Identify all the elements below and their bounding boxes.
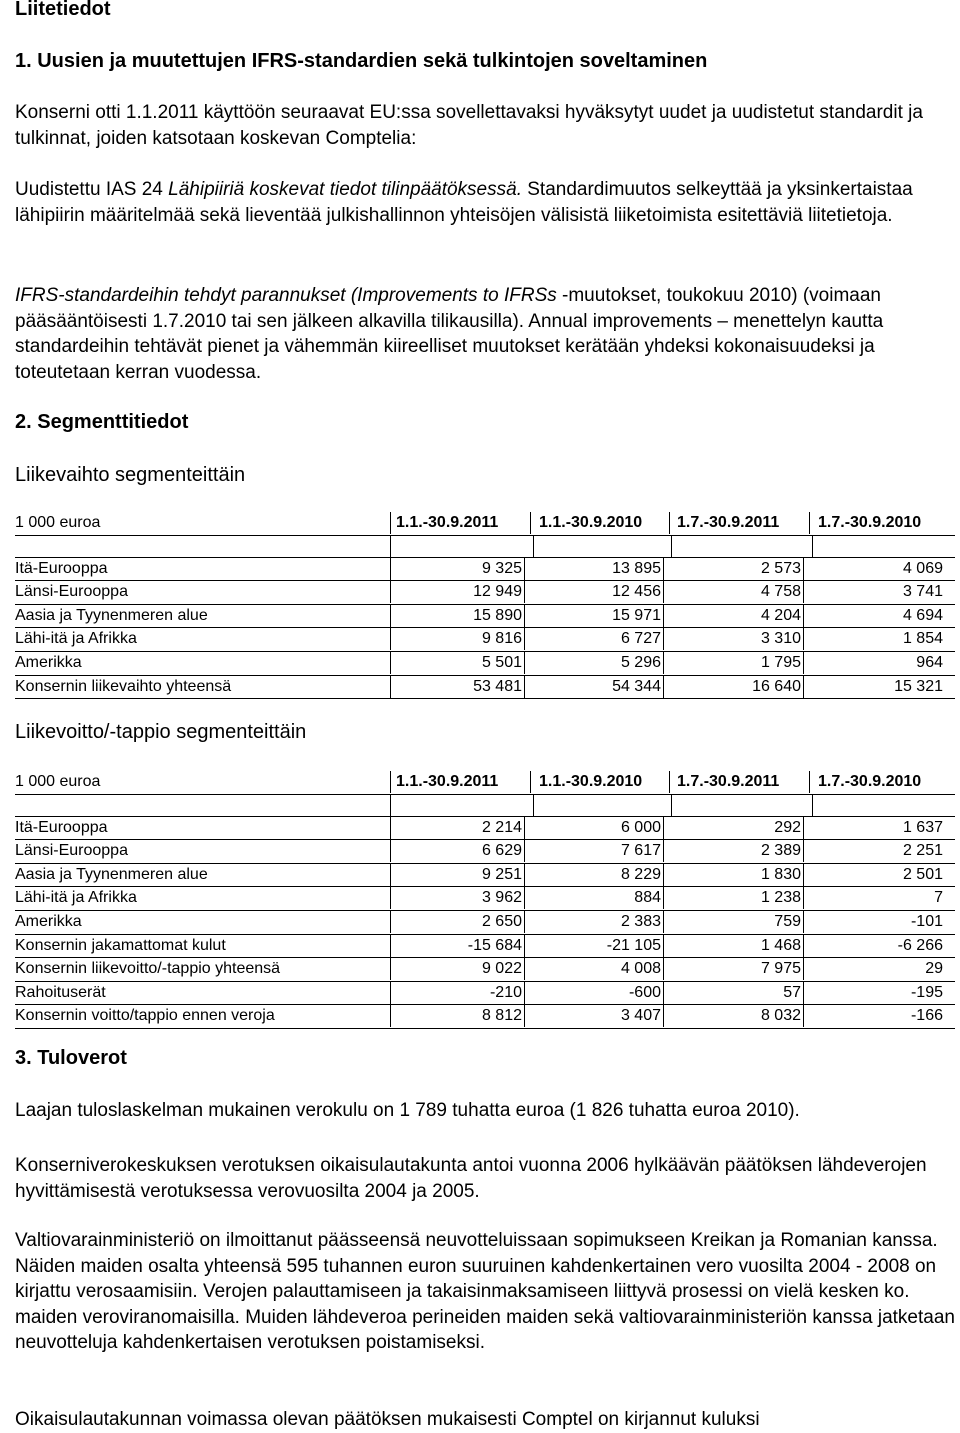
profit-row-label: Rahoituserät (15, 982, 391, 1004)
section-1-intro: Konserni otti 1.1.2011 käyttöön seuraavat EU:ssa sovellettavaksi hyväksytyt uudet ja uudistetut standardit ja tulkinnat, joiden katsotaan koskevan Comptelia: (15, 102, 923, 149)
profit-cell-value: 2 383 (533, 911, 664, 933)
profit-cell-value: 57 (671, 982, 804, 1004)
profit-cell-value: 884 (533, 887, 664, 909)
profit-col-header: 1.7.-30.9.2010 (818, 773, 922, 790)
profit-cell-value: -195 (910, 983, 943, 1001)
profit-cell-value: 9 251 (390, 864, 525, 886)
profit-table-row (15, 1005, 955, 1029)
profit-table-spacer (15, 795, 955, 817)
profit-cell-value: -210 (390, 982, 525, 1004)
profit-cell-value: 8 812 (390, 1005, 525, 1027)
sales-table-row (15, 676, 955, 700)
profit-table-row (15, 864, 955, 888)
profit-cell-value: 8 229 (533, 864, 664, 886)
sales-table-row (15, 652, 955, 676)
profit-table (15, 771, 955, 1029)
profit-table-row (15, 935, 955, 959)
sales-cell-value: 3 310 (671, 628, 804, 650)
profit-cell-value: 3 407 (533, 1005, 664, 1027)
sales-cell-value: 9 325 (390, 558, 525, 580)
profit-row-label: Lähi-itä ja Afrikka (15, 887, 391, 909)
sales-table (15, 512, 955, 699)
sales-table-row (15, 628, 955, 652)
profit-cell-value: 2 389 (671, 840, 804, 862)
sales-cell-value: 12 456 (533, 581, 664, 603)
sales-col-header: 1.7.-30.9.2010 (818, 514, 922, 531)
sales-table-row (15, 581, 955, 605)
profit-row-label: Konsernin jakamattomat kulut (15, 935, 391, 957)
tax-paragraph-3: Valtiovarainministeriö on ilmoittanut päässeensä neuvotteluissaan sopimukseen Kreikan ja Romanian kanssa. Näiden maiden osalta yhteensä 595 tuhannen euron suuruinen kahdenkertainen vero vuosilta 2004 - 2008 on kirjattu verosaamisiin. Verojen palauttamiseen ja takaisinmaksamiseen liittyvä prosessi on vielä kesken ko. maiden veroviranomaisilla. Muiden lähdeveroa perineiden maiden sekä valtiovarainministeriön kanssa jatketaan neuvotteluja kahdenkertaisen verotuksen poistamiseksi. (15, 1230, 955, 1353)
profit-table-title: Liikevoitto/-tappio segmenteittäin (15, 721, 307, 743)
profit-cell-value: 4 008 (533, 958, 664, 980)
profit-row-label: Konsernin liikevoitto/-tappio yhteensä (15, 958, 391, 980)
profit-row-label: Itä-Eurooppa (15, 817, 391, 839)
profit-table-body (15, 817, 955, 1029)
profit-cell-value: 29 (925, 960, 943, 978)
sales-cell-value: 1 795 (671, 652, 804, 674)
profit-cell-value: 759 (671, 911, 804, 933)
sales-cell-value: 15 890 (390, 605, 525, 627)
profit-cell-value: 3 962 (390, 887, 525, 909)
sales-cell-value: 4 204 (671, 605, 804, 627)
profit-table-row (15, 840, 955, 864)
profit-row-label: Amerikka (15, 911, 391, 933)
profit-cell-value: -166 (910, 1007, 943, 1025)
sales-table-body (15, 558, 955, 700)
profit-table-row (15, 817, 955, 841)
profit-cell-value: 2 251 (902, 842, 943, 860)
profit-cell-value: 2 650 (390, 911, 525, 933)
profit-col-header: 1.1.-30.9.2010 (533, 771, 670, 793)
profit-cell-value: 1 637 (902, 818, 943, 836)
ifrs-text: -muutokset, toukokuu 2010) (voimaan pääsääntöisesti 1.7.2010 tai sen jälkeen alkavilla tilikausilla). Annual improvements – menettelyn kautta standardeihin tehtävät pienet ja vähemmän kiireelliset muutokset kerätään yhdeksi kokonaisuudeksi ja toteutetaan kerran vuodessa. (15, 285, 884, 383)
ias24-italic: Lähipiiriä koskevat tiedot tilinpäätöksessä. (168, 179, 522, 200)
profit-cell-value: -101 (910, 912, 943, 930)
section-3-heading: 3. Tuloverot (15, 1047, 127, 1069)
profit-table-row (15, 958, 955, 982)
profit-cell-value: -6 266 (897, 936, 943, 954)
profit-cell-value: 1 830 (671, 864, 804, 886)
tax-paragraph-4: Oikaisulautakunnan voimassa olevan päätöksen mukaisesti Comptel on kirjannut kuluksi (15, 1409, 760, 1430)
sales-cell-value: 2 573 (671, 558, 804, 580)
profit-cell-value: -600 (533, 982, 664, 1004)
sales-cell-value: 5 501 (390, 652, 525, 674)
sales-cell-value: 54 344 (533, 676, 664, 698)
ifrs-italic: IFRS-standardeihin tehdyt parannukset (Improvements to IFRSs (15, 285, 557, 306)
sales-cell-value: 4 069 (902, 559, 943, 577)
sales-cell-value: 964 (916, 653, 943, 671)
sales-cell-value: 1 854 (902, 630, 943, 648)
profit-cell-value: 9 022 (390, 958, 525, 980)
profit-row-label: Aasia ja Tyynenmeren alue (15, 864, 391, 886)
sales-cell-value: 9 816 (390, 628, 525, 650)
sales-cell-value: 13 895 (533, 558, 664, 580)
profit-table-row (15, 982, 955, 1006)
sales-row-label: Lähi-itä ja Afrikka (15, 628, 391, 650)
profit-col-header: 1.1.-30.9.2011 (390, 771, 531, 793)
ias24-text: Standardimuutos selkeyttää ja yksinkertaistaa lähipiirin määritelmää sekä lieventää julkishallinnon yhteisöjen välisistä liiketoimista esitettäviä liitetietoja. (15, 179, 913, 226)
sales-cell-value: 6 727 (533, 628, 664, 650)
document-title: Liitetiedot (15, 0, 111, 20)
tax-paragraph-1: Laajan tuloslaskelman mukainen verokulu on 1 789 tuhatta euroa (1 826 tuhatta euroa 2010). (15, 1100, 800, 1121)
sales-table-row (15, 558, 955, 582)
ias24-prefix: Uudistettu IAS 24 (15, 179, 169, 200)
section-1-heading: 1. Uusien ja muutettujen IFRS-standardien sekä tulkintojen soveltaminen (15, 50, 708, 72)
sales-cell-value: 3 741 (902, 583, 943, 601)
sales-cell-value: 12 949 (390, 581, 525, 603)
sales-cell-value: 5 296 (533, 652, 664, 674)
sales-cell-value: 4 758 (671, 581, 804, 603)
profit-cell-value: 7 617 (533, 840, 664, 862)
profit-cell-value: 6 629 (390, 840, 525, 862)
sales-cell-value: 4 694 (902, 606, 943, 624)
sales-row-label: Länsi-Eurooppa (15, 581, 391, 603)
profit-cell-value: 6 000 (533, 817, 664, 839)
sales-col-header: 1.7.-30.9.2011 (671, 512, 810, 534)
sales-table-row (15, 605, 955, 629)
profit-cell-value: 2 214 (390, 817, 525, 839)
profit-cell-value: 7 975 (671, 958, 804, 980)
sales-row-label: Amerikka (15, 652, 391, 674)
sales-table-title: Liikevaihto segmenteittäin (15, 464, 246, 486)
sales-unit-label: 1 000 euroa (15, 512, 391, 534)
profit-cell-value: 1 238 (671, 887, 804, 909)
sales-row-label: Konsernin liikevaihto yhteensä (15, 676, 391, 698)
profit-col-header: 1.7.-30.9.2011 (671, 771, 810, 793)
profit-row-label: Konsernin voitto/tappio ennen veroja (15, 1005, 391, 1027)
tax-paragraph-2: Konserniverokeskuksen verotuksen oikaisulautakunta antoi vuonna 2006 hylkäävän päätöksen lähdeverojen hyvittämisestä verotuksessa verovuosilta 2004 ja 2005. (15, 1155, 927, 1202)
profit-cell-value: 2 501 (902, 865, 943, 883)
section-2-heading: 2. Segmenttitiedot (15, 411, 189, 433)
profit-cell-value: 292 (671, 817, 804, 839)
profit-table-row (15, 887, 955, 911)
sales-table-spacer (15, 536, 955, 558)
profit-cell-value: 7 (934, 889, 943, 907)
sales-col-header: 1.1.-30.9.2011 (390, 512, 531, 534)
profit-table-header (15, 771, 955, 795)
sales-table-header (15, 512, 955, 536)
ifrs-improvements-paragraph (15, 283, 955, 385)
profit-cell-value: 8 032 (671, 1005, 804, 1027)
profit-unit-label: 1 000 euroa (15, 771, 391, 793)
profit-row-label: Länsi-Eurooppa (15, 840, 391, 862)
sales-col-header: 1.1.-30.9.2010 (533, 512, 670, 534)
sales-cell-value: 53 481 (390, 676, 525, 698)
profit-cell-value: -21 105 (533, 935, 664, 957)
profit-cell-value: 1 468 (671, 935, 804, 957)
sales-cell-value: 16 640 (671, 676, 804, 698)
sales-row-label: Aasia ja Tyynenmeren alue (15, 605, 391, 627)
sales-cell-value: 15 971 (533, 605, 664, 627)
profit-cell-value: -15 684 (390, 935, 525, 957)
profit-table-row (15, 911, 955, 935)
sales-cell-value: 15 321 (894, 677, 943, 695)
ias24-paragraph (15, 177, 955, 228)
sales-row-label: Itä-Eurooppa (15, 558, 391, 580)
